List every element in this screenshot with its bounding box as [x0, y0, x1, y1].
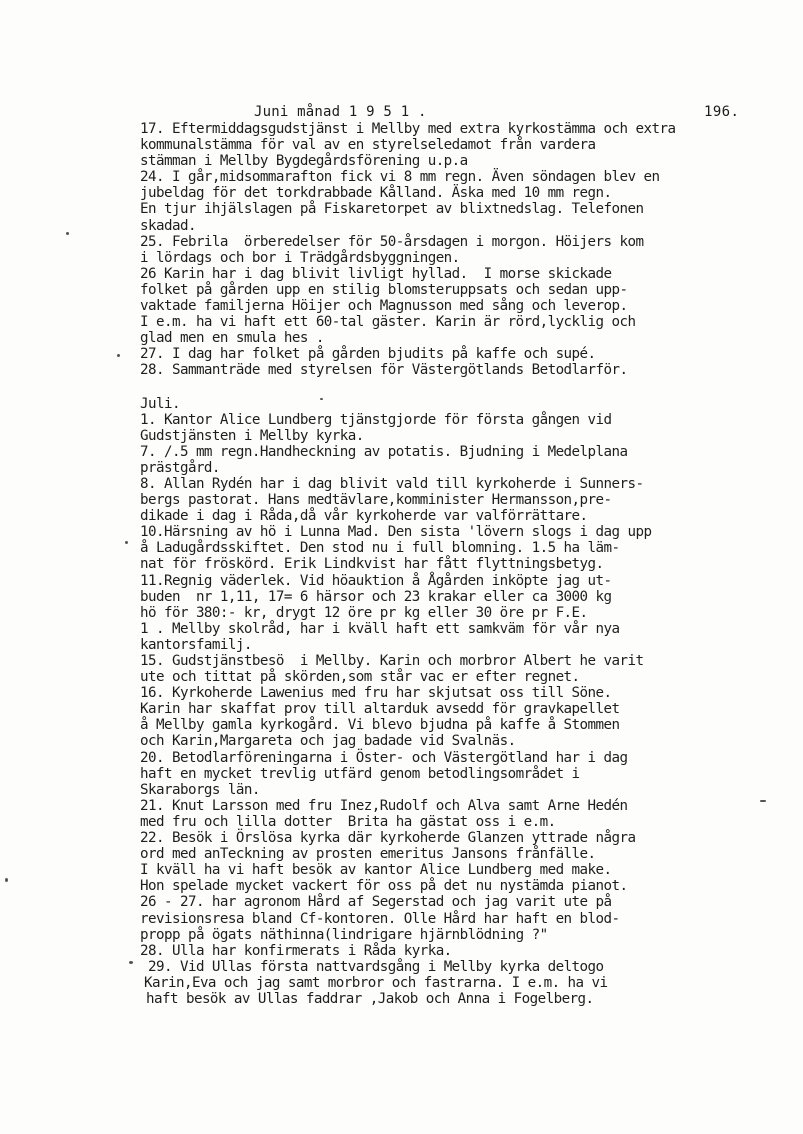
text-line: haft besök av Ullas faddrar ,Jakob och Anna i Fogelberg. — [146, 990, 594, 1007]
text-line: Gudstjänsten i Mellby kyrka. — [140, 427, 364, 444]
text-line: 29. Vid Ullas första nattvardsgång i Mellby kyrka deltogo — [148, 958, 604, 975]
text-line: I e.m. ha vi haft ett 60-tal gäster. Karin är rörd,lycklig och — [140, 314, 636, 331]
text-line: 10.Härsning av hö i Lunna Mad. Den sista 'lövern slogs i dag upp — [140, 524, 652, 541]
page-header — [0, 104, 803, 122]
text-line: hö för 380:- kr, drygt 12 öre pr kg eller 30 öre pr F.E. — [140, 604, 588, 621]
text-line: 28. Sammanträde med styrelsen för Västergötlands Betodlarför. — [140, 362, 628, 379]
text-line: 16. Kyrkoherde Lawenius med fru har skjutsat oss till Söne. — [140, 685, 612, 702]
text-line: haft en mycket trevlig utfärd genom betodlingsområdet i — [140, 765, 580, 782]
month-heading: Juni månad 1 9 5 1 . — [254, 104, 427, 120]
text-line: 7. /.5 mm regn.Handheckning av potatis. Bjudning i Medelplana — [140, 443, 628, 460]
scan-speck — [125, 541, 128, 544]
text-line: Hon spelade mycket vackert för oss på det nu nystämda pianot. — [140, 878, 628, 895]
text-line: I kväll ha vi haft besök av kantor Alice Lundberg med make. — [140, 862, 612, 879]
text-line: Karin har skaffat prov till altarduk avsedd för gravkapellet — [140, 701, 620, 718]
scan-speck — [129, 961, 133, 964]
text-line: å Mellby gamla kyrkogård. Vi blevo bjudna på kaffe å Stommen — [140, 717, 620, 734]
text-line: jubeldag för det torkdrabbade Kålland. Äska med 10 mm regn. — [140, 185, 612, 202]
text-line: 24. I går,midsommarafton fick vi 8 mm regn. Även söndagen blev en — [140, 169, 660, 186]
text-line: i lördags och bor i Trädgårdsbyggningen. — [140, 249, 460, 266]
text-line: nat för fröskörd. Erik Lindkvist har fått flyttningsbetyg. — [140, 556, 604, 573]
text-line: 22. Besök i Örslösa kyrka där kyrkoherde Glanzen yttrade några — [140, 830, 636, 847]
july-entries — [140, 412, 800, 1007]
scan-speck — [320, 398, 323, 400]
month-label-july: Juli. — [140, 395, 180, 412]
text-line: buden nr 1,11, 17= 6 härsor och 23 krakar eller ca 3000 kg — [140, 588, 612, 605]
text-line: och Karin,Margareta och jag badade vid Svalnäs. — [140, 733, 516, 750]
text-line: folket på gården upp en stilig blomsteruppsats och sedan upp- — [140, 281, 628, 298]
text-line: 11.Regnig väderlek. Vid höauktion å Ågården inköpte jag ut- — [140, 572, 612, 589]
text-line: En tjur ihjälslagen på Fiskaretorpet av blixtnedslag. Telefonen — [140, 201, 644, 218]
text-line: kommunalstämma för val av en styrelseledamot från vardera — [140, 137, 596, 154]
scan-speck — [760, 800, 766, 802]
text-line: ute och tittat på skörden,som står vac er efter regnet. — [140, 669, 580, 686]
text-line: revisionsresa bland Cf-kontoren. Olle Hård har haft en blod- — [140, 910, 620, 927]
june-entries — [140, 121, 800, 379]
text-line: Skaraborgs län. — [140, 781, 260, 798]
text-line: Karin,Eva och jag samt morbror och fastrarna. I e.m. ha vi — [144, 974, 608, 991]
text-line: 26 Karin har i dag blivit livligt hyllad. I morse skickade — [140, 265, 612, 282]
diary-text — [140, 121, 800, 1007]
text-line: dikade i dag i Råda,då vår kyrkoherde var valförrättare. — [140, 508, 588, 525]
text-line: 27. I dag har folket på gården bjudits på kaffe och supé. — [140, 346, 596, 363]
text-line: prästgård. — [140, 459, 220, 476]
text-line: 15. Gudstjänstbesö i Mellby. Karin och morbror Albert he varit — [140, 653, 644, 669]
text-line: med fru och lilla dotter Brita ha gästat oss i e.m. — [140, 813, 556, 830]
text-line: å Ladugårdsskiftet. Den stod nu i full blomning. 1.5 ha läm- — [140, 540, 620, 557]
text-line: 1. Kantor Alice Lundberg tjänstgjorde för första gången vid — [140, 411, 612, 428]
scan-speck — [66, 232, 69, 235]
page-number: 196. — [704, 104, 740, 120]
text-line: propp på ögats näthinna(lindrigare hjärnblödning ?" — [140, 926, 548, 943]
text-line: vaktade familjerna Höijer och Magnusson med sång och leverop. — [140, 298, 628, 315]
text-line: 8. Allan Rydén har i dag blivit vald till kyrkoherde i Sunners- — [140, 475, 644, 492]
text-line: 28. Ulla har konfirmerats i Råda kyrka. — [140, 942, 452, 959]
text-line: bergs pastorat. Hans medtävlare,komminister Hermansson,pre- — [140, 492, 612, 509]
text-line: skadad. — [140, 217, 196, 234]
text-line: glad men en smula hes . — [140, 330, 324, 347]
text-line: 20. Betodlarföreningarna i Öster- och Västergötland har i dag — [140, 749, 628, 766]
text-line: kantorsfamilj. — [140, 636, 252, 653]
scan-speck — [5, 878, 8, 882]
text-line: 26 - 27. har agronom Hård af Segerstad och jag varit ute på — [140, 894, 612, 911]
text-line: stämman i Mellby Bygdegårdsförening u.p.a — [140, 153, 468, 170]
scan-speck — [117, 354, 120, 357]
text-line: 17. Eftermiddagsgudstjänst i Mellby med extra kyrkostämma och extra — [140, 121, 676, 137]
text-line: ord med anTeckning av prosten emeritus Jansons frånfälle. — [140, 846, 596, 863]
text-line: 1 . Mellby skolråd, har i kväll haft ett samkväm för vår nya — [140, 620, 620, 637]
text-line: 21. Knut Larsson med fru Inez,Rudolf och Alva samt Arne Hedén — [140, 797, 628, 814]
text-line: 25. Febrila örberedelser för 50-årsdagen i morgon. Höijers kom — [140, 233, 644, 250]
